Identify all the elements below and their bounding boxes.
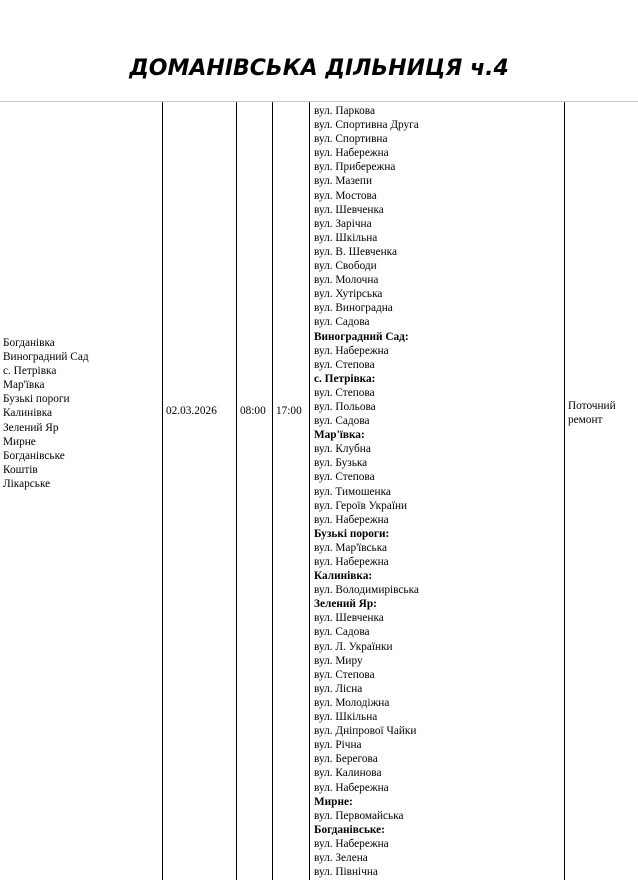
streets-cell [314, 104, 419, 879]
settlement-heading: Бузькі пороги: [314, 527, 390, 540]
street-item: вул. Степова [314, 386, 375, 399]
street-item: вул. Мар'ївська [314, 541, 388, 554]
street-item: вул. Набережна [314, 837, 389, 850]
work-type-line: ремонт [568, 414, 603, 426]
settlement-heading: Мирне: [314, 795, 353, 808]
column-divider [272, 102, 273, 880]
street-item: вул. Садова [314, 626, 370, 639]
street-item: вул. Героїв України [314, 499, 408, 512]
date-cell: 02.03.2026 [166, 405, 217, 417]
street-item: вул. Бузька [314, 457, 368, 470]
street-item: вул. Молочна [314, 274, 379, 287]
settlement-item: Зелений Яр [3, 421, 59, 434]
settlement-item: Лікарське [3, 477, 51, 490]
street-item: вул. Спортивна Друга [314, 119, 419, 132]
settlement-item: Коштів [3, 463, 38, 476]
street-item: вул. Набережна [314, 344, 389, 357]
settlement-heading: Зелений Яр: [314, 598, 377, 611]
street-item: вул. Шкільна [314, 711, 378, 724]
street-item: вул. Садова [314, 316, 370, 329]
street-item: вул. Хутірська [314, 288, 383, 301]
settlement-item: Мар'ївка [3, 379, 45, 392]
street-item: вул. Лісна [314, 682, 363, 695]
street-item: вул. Володимирівська [314, 584, 419, 597]
settlement-heading: Калинівка: [314, 570, 373, 583]
street-item: вул. Миру [314, 654, 363, 667]
column-divider [236, 102, 237, 880]
outage-table [0, 102, 638, 880]
settlements-cell [3, 336, 89, 491]
settlement-heading: Богданівське: [314, 823, 385, 836]
street-item: вул. Степова [314, 471, 375, 484]
street-item: вул. Зарічна [314, 217, 372, 230]
settlement-item: с. Петрівка [3, 365, 57, 378]
street-item: вул. Тимошенка [314, 485, 391, 498]
settlement-item: Виноградний Сад [3, 351, 89, 364]
street-item: вул. Первомайська [314, 809, 404, 822]
street-item: вул. Свободи [314, 260, 377, 273]
work-type-cell [568, 399, 634, 427]
street-item: вул. Клубна [314, 443, 371, 456]
street-item: вул. Л. Українки [314, 640, 393, 653]
time-from-cell: 08:00 [240, 405, 266, 417]
time-to-cell: 17:00 [276, 405, 302, 417]
street-item: вул. Калинова [314, 767, 382, 780]
street-item: вул. Садова [314, 415, 370, 428]
street-item: вул. В. Шевченка [314, 245, 397, 258]
settlement-item: Бузькі пороги [3, 393, 70, 406]
street-item: вул. Північна [314, 866, 378, 879]
street-item: вул. Набережна [314, 556, 389, 568]
column-divider [309, 102, 310, 880]
page-title: ДОМАНІВСЬКА ДІЛЬНИЦЯ ч.4 [129, 56, 509, 81]
street-item: вул. Мазепи [314, 175, 373, 188]
settlement-item: Мирне [3, 435, 36, 448]
column-divider [162, 102, 163, 880]
column-divider [564, 102, 565, 880]
street-item: вул. Шевченка [314, 612, 384, 625]
street-item: вул. Шевченка [314, 203, 384, 216]
settlement-item: Богданівка [3, 337, 55, 349]
settlement-heading: Виноградний Сад: [314, 330, 409, 343]
settlement-heading: с. Петрівка: [314, 372, 376, 385]
street-item: вул. Степова [314, 668, 375, 681]
street-item: вул. Набережна [314, 147, 389, 160]
street-item: вул. Зелена [314, 851, 368, 864]
street-item: вул. Степова [314, 358, 375, 371]
street-item: вул. Мостова [314, 189, 377, 202]
street-item: вул. Паркова [314, 105, 375, 117]
street-item: вул. Молодіжна [314, 696, 390, 709]
street-item: вул. Шкільна [314, 231, 378, 244]
street-item: вул. Набережна [314, 513, 389, 526]
street-item: вул. Виноградна [314, 302, 393, 315]
street-item: вул. Польова [314, 400, 376, 413]
street-item: вул. Річна [314, 739, 362, 752]
work-type-line: Поточний [568, 400, 616, 412]
street-item: вул. Дніпрової Чайки [314, 725, 417, 738]
settlement-item: Богданівське [3, 449, 65, 462]
street-item: вул. Спортивна [314, 133, 388, 146]
street-item: вул. Берегова [314, 753, 378, 766]
street-item: вул. Набережна [314, 781, 389, 794]
settlement-heading: Мар'ївка: [314, 429, 365, 442]
settlement-item: Калинівка [3, 407, 53, 420]
street-item: вул. Прибережна [314, 161, 396, 174]
